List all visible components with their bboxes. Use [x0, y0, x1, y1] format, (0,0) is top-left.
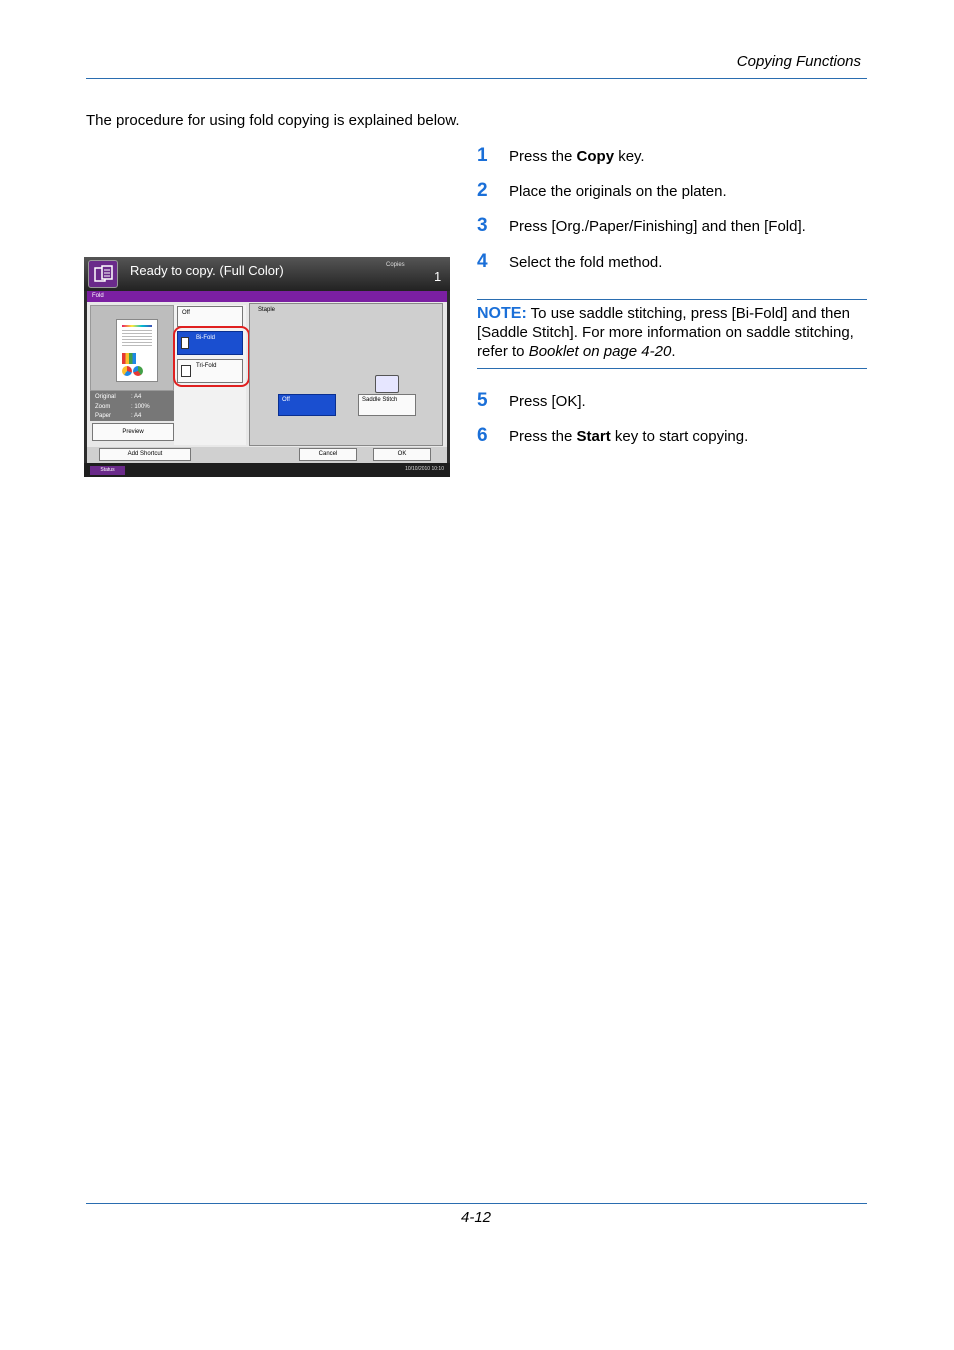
- note-box: [477, 299, 867, 369]
- staple-off-button[interactable]: Off: [278, 394, 336, 416]
- info-key: Original: [95, 394, 116, 400]
- note-reference: Booklet on page 4-20: [528, 343, 672, 360]
- info-key: Paper: [95, 413, 112, 419]
- staple-label: Staple: [258, 307, 276, 313]
- ok-button[interactable]: OK: [373, 448, 431, 461]
- step-number: 2: [477, 180, 488, 201]
- staple-area: [249, 303, 443, 446]
- step-text: Place the originals on the platen.: [509, 183, 727, 200]
- status-button[interactable]: Status: [90, 466, 125, 475]
- info-value: : 100%: [131, 403, 150, 410]
- step-6: [477, 425, 748, 447]
- bi-fold-label: Bi-Fold: [196, 335, 216, 341]
- page-thumbnail-icon: [116, 319, 158, 382]
- copies-label: Copies: [386, 262, 405, 268]
- note-text: To use saddle stitching, press [Bi-Fold] and then [Saddle Stitch]. For more information on saddle stitching, refer to: [477, 305, 854, 360]
- step-text: Press [Org./Paper/Finishing] and then [Fold].: [509, 218, 806, 235]
- selection-highlight: [173, 326, 250, 387]
- step-4: [477, 251, 662, 273]
- cancel-button[interactable]: Cancel: [299, 448, 357, 461]
- screen-status-text: Ready to copy. (Full Color): [130, 263, 284, 278]
- step-number: 3: [477, 215, 488, 236]
- fold-tab: Fold: [87, 291, 447, 302]
- job-info: [90, 391, 174, 421]
- header-rule: [86, 78, 867, 79]
- step-number: 6: [477, 425, 488, 446]
- booklet-icon: [375, 375, 399, 393]
- fold-off-button[interactable]: Off: [177, 306, 243, 327]
- step-2: [477, 180, 727, 202]
- step-text: Press the: [509, 148, 577, 165]
- note-end: .: [671, 343, 676, 360]
- add-shortcut-button[interactable]: Add Shortcut: [99, 448, 191, 461]
- step-key: Copy: [576, 148, 615, 165]
- step-key: Start: [576, 428, 611, 445]
- step-number: 5: [477, 390, 488, 411]
- section-title: Copying Functions: [736, 53, 861, 70]
- info-value: : A4: [131, 394, 142, 400]
- info-value: : A4: [131, 413, 142, 419]
- saddle-stitch-button[interactable]: Saddle Stitch: [358, 394, 416, 416]
- intro-text: The procedure for using fold copying is explained below.: [86, 112, 460, 129]
- screen-titlebar: [84, 257, 450, 291]
- step-number: 4: [477, 251, 488, 272]
- step-1: [477, 145, 645, 167]
- screen-body: [87, 291, 447, 463]
- info-key: Zoom: [95, 403, 111, 410]
- tri-fold-label: Tri-Fold: [196, 363, 217, 369]
- step-5: [477, 390, 586, 412]
- step-text: Press the: [509, 428, 577, 445]
- note-label: NOTE:: [477, 305, 527, 322]
- step-text: key to start copying.: [610, 428, 749, 445]
- copy-icon: [88, 260, 118, 288]
- page-number: 4-12: [461, 1209, 492, 1226]
- datetime: 10/10/2010 10:10: [405, 466, 444, 472]
- step-text: Press [OK].: [509, 393, 586, 410]
- step-text: key.: [614, 148, 645, 165]
- screen-status-bar: [84, 463, 450, 477]
- step-text: Select the fold method.: [509, 254, 663, 271]
- preview-button[interactable]: Preview: [92, 423, 174, 441]
- copier-screen: [84, 257, 450, 477]
- footer-rule: [86, 1203, 867, 1204]
- step-3: [477, 215, 806, 237]
- step-number: 1: [477, 145, 488, 166]
- copies-value: 1: [434, 269, 442, 284]
- document-preview: [90, 305, 174, 391]
